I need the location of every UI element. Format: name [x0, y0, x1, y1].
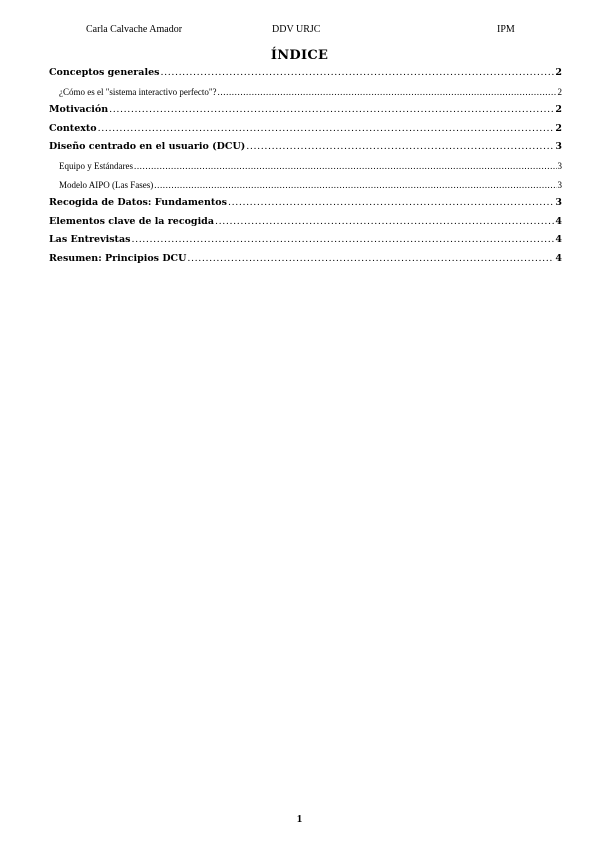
- toc-leader-dots: [131, 231, 554, 250]
- toc-entry-label: Elementos clave de la recogida: [49, 215, 214, 227]
- toc-entry-page: 3: [555, 197, 562, 209]
- toc-entry-page: 3: [557, 160, 562, 171]
- toc-entry-label: Las Entrevistas: [49, 234, 131, 246]
- toc-entry-page: 3: [555, 141, 562, 153]
- toc-entry-label: Contexto: [49, 122, 97, 134]
- header-subject: IPM: [497, 24, 515, 35]
- toc-leader-dots: [187, 250, 554, 269]
- toc-entry-page: 2: [555, 122, 562, 134]
- toc-entry-resumen-principios[interactable]: [49, 250, 562, 269]
- toc-entry-equipo-estandares[interactable]: [59, 157, 562, 176]
- toc-entry-label: Equipo y Estándares: [59, 160, 133, 171]
- toc-leader-dots: [109, 101, 554, 120]
- toc-entry-page: 2: [557, 86, 562, 97]
- toc-entry-motivacion[interactable]: [49, 101, 562, 120]
- toc-entry-page: 3: [557, 179, 562, 190]
- toc-entry-modelo-aipo[interactable]: [59, 176, 562, 195]
- toc-entry-las-entrevistas[interactable]: [49, 231, 562, 250]
- toc-entry-label: Recogida de Datos: Fundamentos: [49, 197, 227, 209]
- toc-entry-recogida-datos[interactable]: [49, 194, 562, 213]
- toc-leader-dots: [154, 176, 556, 195]
- page-header: [0, 24, 599, 38]
- toc-leader-dots: [215, 213, 554, 232]
- toc-entry-diseno-centrado-usuario[interactable]: [49, 138, 562, 157]
- toc-entry-label: Conceptos generales: [49, 67, 160, 78]
- toc-entry-page: 4: [555, 252, 562, 264]
- header-author: Carla Calvache Amador: [86, 24, 183, 35]
- toc-leader-dots: [228, 194, 554, 213]
- toc-entry-page: 4: [555, 215, 562, 227]
- toc-leader-dots: [218, 83, 557, 102]
- toc-entry-label: ¿Cómo es el "sistema interactivo perfecto"?: [59, 86, 217, 97]
- toc-entry-label: Resumen: Principios DCU: [49, 252, 187, 264]
- table-of-contents: [49, 64, 562, 269]
- toc-entry-page: 4: [555, 234, 562, 246]
- toc-entry-sistema-interactivo-perfecto[interactable]: [59, 83, 562, 102]
- toc-entry-label: Modelo AIPO (Las Fases): [59, 179, 154, 190]
- toc-entry-label: Diseño centrado en el usuario (DCU): [49, 141, 246, 153]
- toc-entry-page: 2: [555, 104, 562, 116]
- toc-entry-contexto[interactable]: [49, 120, 562, 139]
- toc-entry-page: 2: [555, 67, 562, 78]
- header-institution: DDV URJC: [272, 24, 321, 35]
- toc-leader-dots: [246, 138, 554, 157]
- toc-entry-elementos-clave[interactable]: [49, 213, 562, 232]
- toc-leader-dots: [98, 120, 555, 139]
- toc-entry-label: Motivación: [49, 104, 109, 116]
- toc-title: ÍNDICE: [270, 48, 329, 63]
- toc-leader-dots: [160, 64, 554, 83]
- toc-leader-dots: [134, 157, 557, 176]
- toc-entry-conceptos-generales[interactable]: [49, 64, 562, 83]
- page-number: 1: [296, 813, 303, 825]
